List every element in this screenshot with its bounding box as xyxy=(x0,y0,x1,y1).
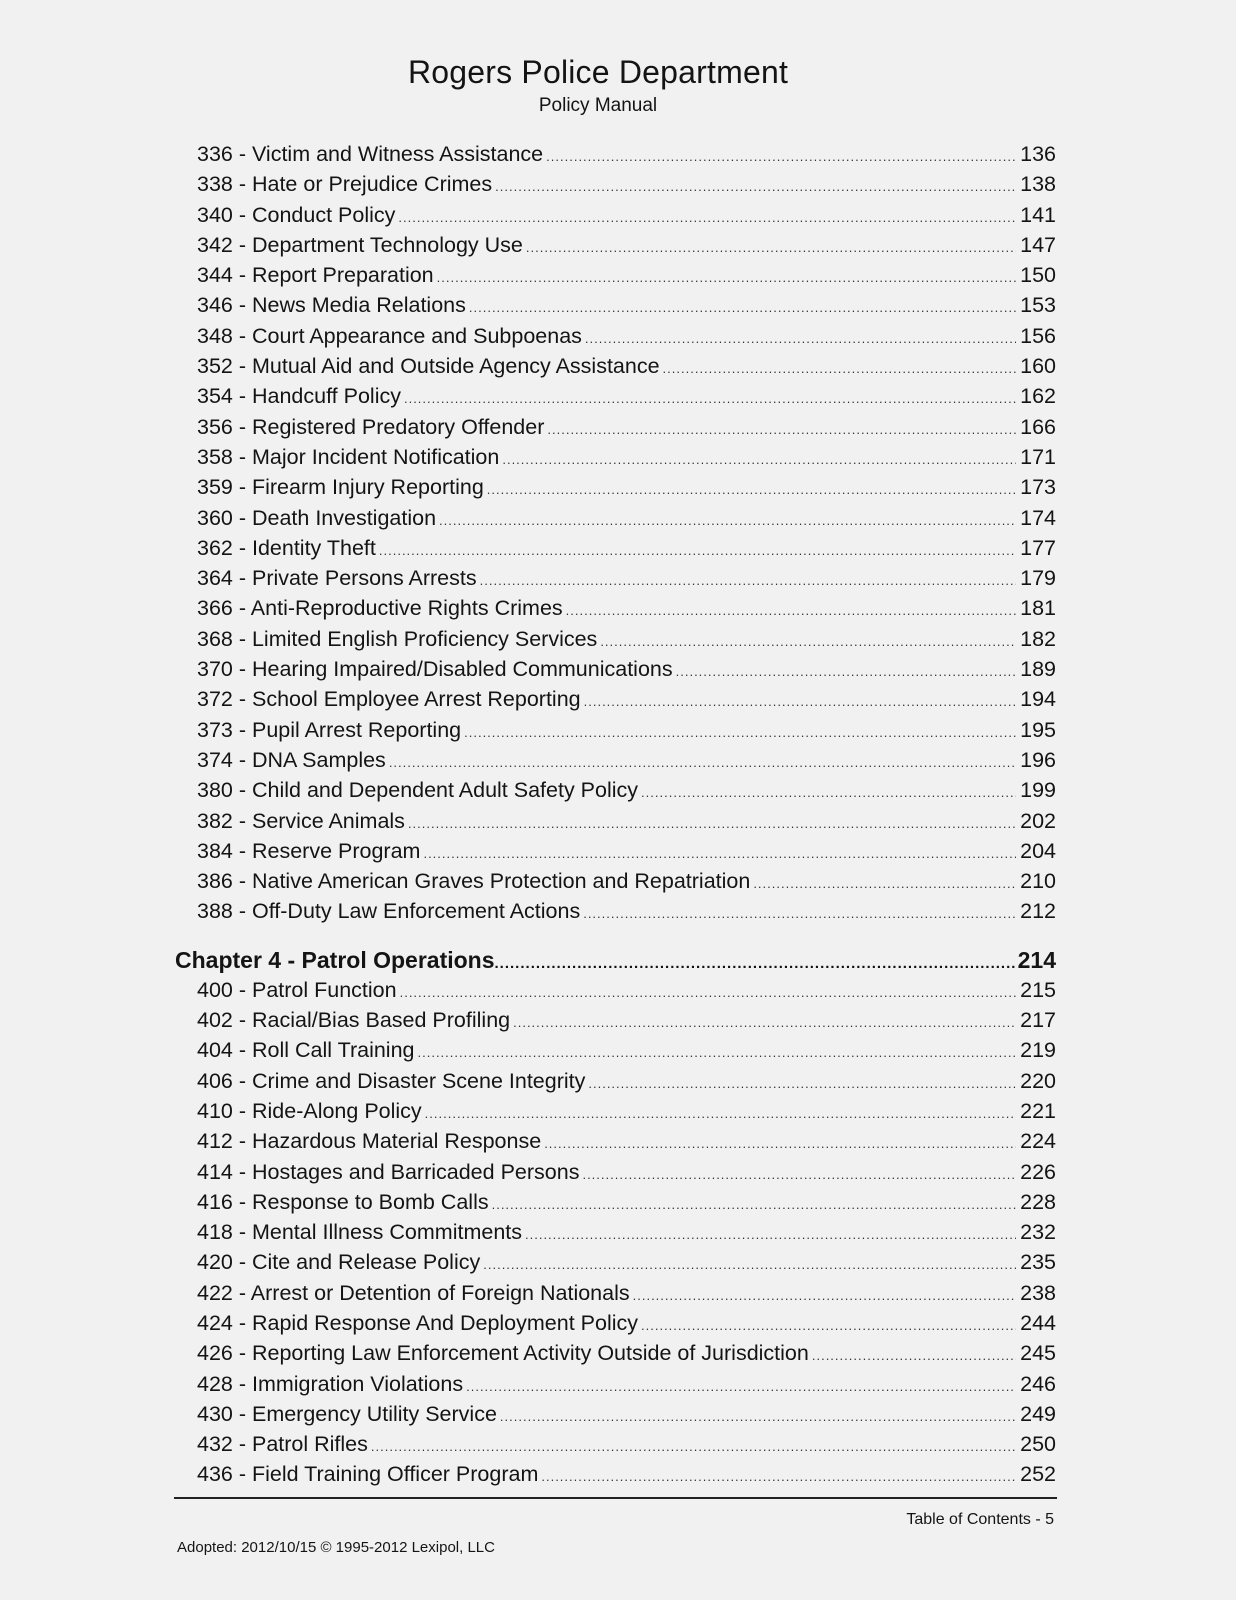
toc-label: 348 - Court Appearance and Subpoenas xyxy=(197,323,582,348)
toc-entry-row[interactable] xyxy=(175,384,1056,414)
toc-entry-row[interactable] xyxy=(175,1099,1056,1129)
toc-page-number: 179 xyxy=(1020,566,1056,591)
toc-entry-row[interactable] xyxy=(175,657,1056,687)
toc-entry-row[interactable] xyxy=(175,506,1056,536)
toc-entry-row[interactable] xyxy=(175,1311,1056,1341)
toc-page-number: 171 xyxy=(1020,444,1056,469)
toc-page-number: 150 xyxy=(1020,263,1056,288)
toc-page-number: 196 xyxy=(1020,747,1056,772)
toc-entry-row[interactable] xyxy=(175,1281,1056,1311)
toc-entry-row[interactable] xyxy=(175,415,1056,445)
toc-entry-row[interactable] xyxy=(175,536,1056,566)
toc-entry-row[interactable] xyxy=(175,627,1056,657)
toc-page-number: 215 xyxy=(1020,977,1056,1002)
toc-page-number: 250 xyxy=(1020,1432,1056,1457)
toc-label: 340 - Conduct Policy xyxy=(197,202,396,227)
toc-dot-leader xyxy=(641,785,1016,800)
toc-label: 373 - Pupil Arrest Reporting xyxy=(197,717,462,742)
toc-label: 366 - Anti-Reproductive Rights Crimes xyxy=(197,596,563,621)
toc-dot-leader xyxy=(541,1469,1016,1484)
toc-dot-leader xyxy=(425,1106,1016,1121)
toc-label: 360 - Death Investigation xyxy=(197,505,437,530)
toc-label: 342 - Department Technology Use xyxy=(197,232,523,257)
toc-dot-leader xyxy=(469,300,1016,315)
toc-label: 358 - Major Incident Notification xyxy=(197,444,500,469)
toc-dot-leader xyxy=(408,816,1016,831)
toc-dot-leader xyxy=(487,482,1016,497)
toc-page-number: 199 xyxy=(1020,778,1056,803)
toc-page-number: 224 xyxy=(1020,1129,1056,1154)
toc-label: 336 - Victim and Witness Assistance xyxy=(197,142,544,166)
toc-dot-leader xyxy=(583,906,1016,921)
page-title: Rogers Police Department xyxy=(407,54,789,90)
toc-label: 382 - Service Animals xyxy=(197,808,405,833)
toc-entry-row[interactable] xyxy=(175,899,1056,929)
toc-entry-row[interactable] xyxy=(175,566,1056,596)
toc-entry-row[interactable] xyxy=(175,1220,1056,1250)
page-header xyxy=(0,52,1196,118)
toc-dot-leader xyxy=(753,876,1016,891)
toc-chapter-row[interactable] xyxy=(175,947,1056,978)
toc-dot-leader xyxy=(525,1227,1016,1242)
toc-entry-row[interactable] xyxy=(175,293,1056,323)
toc-label: 364 - Private Persons Arrests xyxy=(197,566,477,591)
toc-entry-row[interactable] xyxy=(175,1190,1056,1220)
toc-entry-row[interactable] xyxy=(175,809,1056,839)
toc-entry-row[interactable] xyxy=(175,596,1056,626)
toc-entry-row[interactable] xyxy=(175,1069,1056,1099)
toc-entry-row[interactable] xyxy=(175,1160,1056,1190)
toc-label: 346 - News Media Relations xyxy=(197,293,466,318)
toc-page-number: 220 xyxy=(1020,1068,1056,1093)
toc-dot-leader xyxy=(676,664,1017,679)
toc-page-number: 182 xyxy=(1020,626,1056,651)
table-of-contents xyxy=(175,142,1056,1493)
toc-label: 436 - Field Training Officer Program xyxy=(197,1462,539,1487)
toc-entry-row[interactable] xyxy=(175,1250,1056,1280)
toc-label: 356 - Registered Predatory Offender xyxy=(197,414,545,439)
toc-dot-leader xyxy=(495,955,1016,972)
footer-adopted: Adopted: 2012/10/15 © 1995-2012 Lexipol, LLC xyxy=(177,1539,495,1556)
toc-page-number: 141 xyxy=(1020,202,1056,227)
toc-entry-row[interactable] xyxy=(175,1008,1056,1038)
toc-entry-row[interactable] xyxy=(175,203,1056,233)
toc-page-number: 166 xyxy=(1020,414,1056,439)
toc-entry-row[interactable] xyxy=(175,748,1056,778)
toc-dot-leader xyxy=(526,240,1016,255)
toc-page-number: 226 xyxy=(1020,1159,1056,1184)
toc-page-number: 238 xyxy=(1020,1280,1056,1305)
toc-label: 414 - Hostages and Barricaded Persons xyxy=(197,1159,580,1184)
toc-page-number: 202 xyxy=(1020,808,1056,833)
toc-dot-leader xyxy=(437,270,1016,285)
toc-dot-leader xyxy=(371,1439,1016,1454)
toc-entry-row[interactable] xyxy=(175,1129,1056,1159)
toc-dot-leader xyxy=(513,1015,1016,1030)
toc-label: 374 - DNA Samples xyxy=(197,747,386,772)
toc-dot-leader xyxy=(379,543,1016,558)
toc-label: Chapter 4 - Patrol Operations xyxy=(175,946,495,973)
toc-page-number: 177 xyxy=(1020,535,1056,560)
footer-divider xyxy=(174,1497,1057,1499)
toc-entry-row[interactable] xyxy=(175,1402,1056,1432)
toc-dot-leader xyxy=(466,1379,1016,1394)
toc-dot-leader xyxy=(812,1348,1016,1363)
toc-label: 422 - Arrest or Detention of Foreign Nationals xyxy=(197,1280,630,1305)
toc-entry-row[interactable] xyxy=(175,869,1056,899)
toc-page-number: 244 xyxy=(1020,1310,1056,1335)
toc-label: 424 - Rapid Response And Deployment Policy xyxy=(197,1310,639,1335)
toc-label: 406 - Crime and Disaster Scene Integrity xyxy=(197,1068,586,1093)
toc-label: 344 - Report Preparation xyxy=(197,263,434,288)
toc-page-number: 136 xyxy=(1020,142,1056,166)
toc-entry-row[interactable] xyxy=(175,1432,1056,1462)
toc-label: 416 - Response to Bomb Calls xyxy=(197,1189,489,1214)
toc-entry-row[interactable] xyxy=(175,354,1056,384)
toc-dot-leader xyxy=(663,361,1017,376)
toc-entry-row[interactable] xyxy=(175,263,1056,293)
toc-dot-leader xyxy=(500,1409,1016,1424)
toc-entry-row[interactable] xyxy=(175,475,1056,505)
toc-entry-row[interactable] xyxy=(175,1372,1056,1402)
toc-page-number: 195 xyxy=(1020,717,1056,742)
toc-dot-leader xyxy=(544,1136,1016,1151)
toc-page-number: 246 xyxy=(1020,1371,1056,1396)
toc-label: 362 - Identity Theft xyxy=(197,535,376,560)
toc-dot-leader xyxy=(546,149,1016,164)
toc-page-number: 138 xyxy=(1020,172,1056,197)
toc-entry-row[interactable] xyxy=(175,233,1056,263)
toc-label: 368 - Limited English Proficiency Services xyxy=(197,626,598,651)
toc-page-number: 189 xyxy=(1020,657,1056,682)
toc-label: 359 - Firearm Injury Reporting xyxy=(197,475,484,500)
toc-dot-leader xyxy=(439,513,1016,528)
toc-label: 400 - Patrol Function xyxy=(197,977,397,1002)
toc-dot-leader xyxy=(492,1197,1017,1212)
toc-label: 354 - Handcuff Policy xyxy=(197,384,401,409)
toc-label: 386 - Native American Graves Protection and Repatriation xyxy=(197,869,751,894)
toc-entry-row[interactable] xyxy=(175,1341,1056,1371)
toc-dot-leader xyxy=(633,1288,1017,1303)
toc-dot-leader xyxy=(495,179,1016,194)
toc-label: 370 - Hearing Impaired/Disabled Communications xyxy=(197,657,673,682)
toc-label: 372 - School Employee Arrest Reporting xyxy=(197,687,581,712)
toc-page-number: 228 xyxy=(1020,1189,1056,1214)
page-subtitle: Policy Manual xyxy=(538,95,658,116)
toc-dot-leader xyxy=(584,694,1017,709)
toc-dot-leader xyxy=(480,573,1017,588)
toc-label: 426 - Reporting Law Enforcement Activity Outside of Jurisdiction xyxy=(197,1341,809,1366)
toc-dot-leader xyxy=(641,1318,1016,1333)
toc-entry-row[interactable] xyxy=(175,324,1056,354)
toc-dot-leader xyxy=(389,755,1016,770)
toc-dot-leader xyxy=(404,391,1016,406)
toc-page-number: 156 xyxy=(1020,323,1056,348)
toc-entry-row[interactable] xyxy=(175,445,1056,475)
toc-entry-row[interactable] xyxy=(175,1462,1056,1492)
toc-entry-row[interactable] xyxy=(175,172,1056,202)
toc-page-number: 204 xyxy=(1020,838,1056,863)
toc-label: 418 - Mental Illness Commitments xyxy=(197,1220,522,1245)
toc-dot-leader xyxy=(547,422,1016,437)
toc-page-number: 214 xyxy=(1017,946,1056,973)
footer-page-label: Table of Contents - 5 xyxy=(906,1511,1054,1528)
toc-page-number: 160 xyxy=(1020,354,1056,379)
toc-entry-row[interactable] xyxy=(175,778,1056,808)
toc-page-number: 221 xyxy=(1020,1098,1056,1123)
toc-entry-row[interactable] xyxy=(175,687,1056,717)
toc-dot-leader xyxy=(502,452,1016,467)
toc-label: 388 - Off-Duty Law Enforcement Actions xyxy=(197,899,581,924)
toc-label: 402 - Racial/Bias Based Profiling xyxy=(197,1008,511,1033)
toc-label: 338 - Hate or Prejudice Crimes xyxy=(197,172,493,197)
toc-dot-leader xyxy=(483,1257,1016,1272)
toc-entry-row[interactable] xyxy=(175,1038,1056,1068)
toc-label: 380 - Child and Dependent Adult Safety Policy xyxy=(197,778,639,803)
toc-page-number: 162 xyxy=(1020,384,1056,409)
toc-page-number: 249 xyxy=(1020,1401,1056,1426)
toc-dot-leader xyxy=(418,1045,1017,1060)
toc-page-number: 194 xyxy=(1020,687,1056,712)
toc-label: 412 - Hazardous Material Response xyxy=(197,1129,542,1154)
toc-label: 404 - Roll Call Training xyxy=(197,1038,415,1063)
toc-label: 420 - Cite and Release Policy xyxy=(197,1250,481,1275)
toc-page-number: 181 xyxy=(1020,596,1056,621)
toc-dot-leader xyxy=(566,603,1016,618)
toc-page-number: 210 xyxy=(1020,869,1056,894)
toc-entry-row[interactable] xyxy=(175,718,1056,748)
toc-page-number: 252 xyxy=(1020,1462,1056,1487)
toc-dot-leader xyxy=(400,985,1017,1000)
toc-page-number: 174 xyxy=(1020,505,1056,530)
toc-dot-leader xyxy=(600,634,1016,649)
toc-dot-leader xyxy=(588,1076,1016,1091)
toc-label: 410 - Ride-Along Policy xyxy=(197,1098,422,1123)
toc-page-number: 173 xyxy=(1020,475,1056,500)
toc-page-number: 219 xyxy=(1020,1038,1056,1063)
toc-label: 430 - Emergency Utility Service xyxy=(197,1401,497,1426)
toc-page-number: 153 xyxy=(1020,293,1056,318)
toc-dot-leader xyxy=(464,725,1016,740)
toc-entry-row[interactable] xyxy=(175,839,1056,869)
toc-label: 352 - Mutual Aid and Outside Agency Assistance xyxy=(197,354,660,379)
toc-label: 384 - Reserve Program xyxy=(197,838,421,863)
toc-page-number: 235 xyxy=(1020,1250,1056,1275)
toc-dot-leader xyxy=(398,210,1016,225)
toc-dot-leader xyxy=(423,846,1016,861)
toc-entry-row[interactable] xyxy=(175,142,1056,172)
toc-page-number: 245 xyxy=(1020,1341,1056,1366)
toc-entry-row[interactable] xyxy=(175,978,1056,1008)
toc-label: 432 - Patrol Rifles xyxy=(197,1432,368,1457)
toc-dot-leader xyxy=(582,1167,1016,1182)
toc-page-number: 217 xyxy=(1020,1008,1056,1033)
toc-label: 428 - Immigration Violations xyxy=(197,1371,464,1396)
toc-page-number: 212 xyxy=(1020,899,1056,924)
toc-page-number: 147 xyxy=(1020,232,1056,257)
toc-dot-leader xyxy=(585,331,1016,346)
toc-page-number: 232 xyxy=(1020,1220,1056,1245)
